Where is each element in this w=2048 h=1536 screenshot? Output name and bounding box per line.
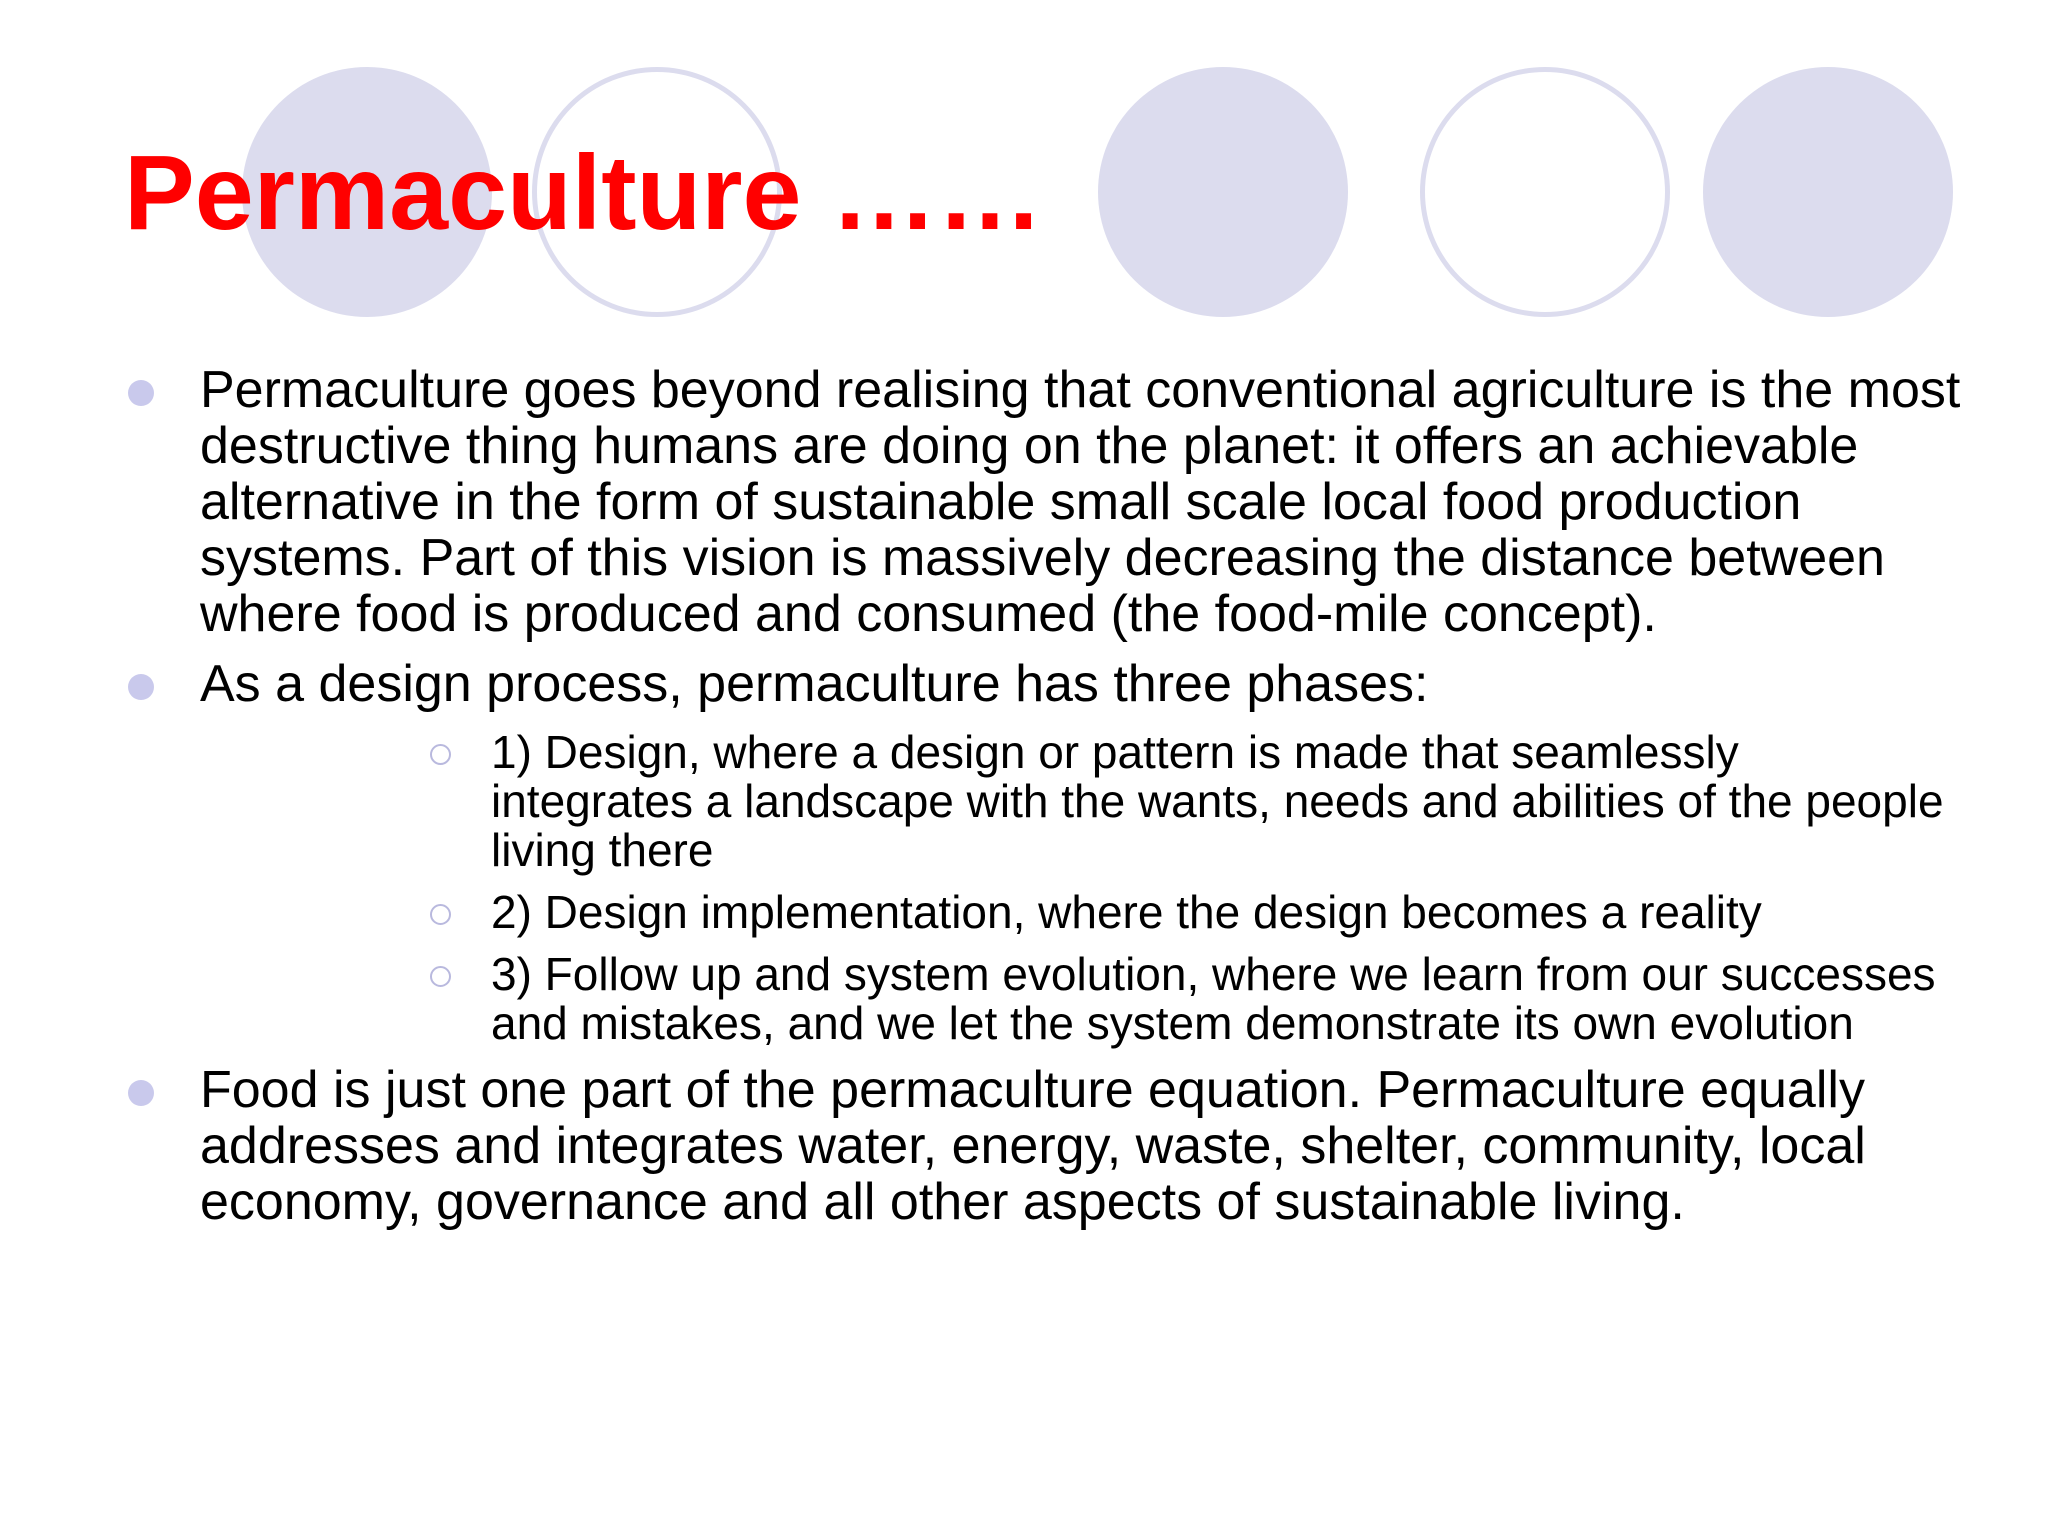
- bullet-text: Permaculture goes beyond realising that conventional agriculture is the most destructive thing humans are doing on the planet: it offers an achievable alternative in the form of sustainable small scale local food production systems. Part of this vision is massively decreasing the distance between where food is produced and consumed (the food-mile concept).: [200, 361, 1961, 643]
- decorative-circle-filled: [1703, 67, 1953, 317]
- bullet-item: [0, 656, 2048, 1048]
- bullet-list: [0, 362, 2048, 1230]
- hollow-bullet-icon: [430, 904, 451, 925]
- sub-bullet-item: [200, 728, 1988, 875]
- bullet-item: [0, 362, 2048, 642]
- sub-bullet-item: [200, 950, 1988, 1048]
- decorative-circle-filled: [1098, 67, 1348, 317]
- bullet-text: Food is just one part of the permaculture equation. Permaculture equally addresses and integrates water, energy, waste, shelter, community, local economy, governance and all other aspects of sustainable living.: [200, 1061, 1866, 1231]
- slide-title: Permaculture ……: [124, 134, 1043, 252]
- hollow-bullet-icon: [430, 744, 451, 765]
- bullet-icon: [128, 380, 154, 406]
- sub-bullet-text: 3) Follow up and system evolution, where we learn from our successes and mistakes, and we let the system demonstrate its own evolution: [491, 948, 1936, 1049]
- decorative-circle-outline: [1420, 67, 1670, 317]
- sub-bullet-list: [200, 728, 1988, 1048]
- sub-bullet-text: 2) Design implementation, where the design becomes a reality: [491, 886, 1762, 938]
- bullet-text: As a design process, permaculture has three phases:: [200, 655, 1429, 713]
- bullet-icon: [128, 674, 154, 700]
- bullet-item: [0, 1062, 2048, 1230]
- sub-bullet-text: 1) Design, where a design or pattern is made that seamlessly integrates a landscape with the wants, needs and abilities of the people living there: [491, 726, 1944, 876]
- hollow-bullet-icon: [430, 966, 451, 987]
- sub-bullet-item: [200, 888, 1988, 937]
- bullet-icon: [128, 1080, 154, 1106]
